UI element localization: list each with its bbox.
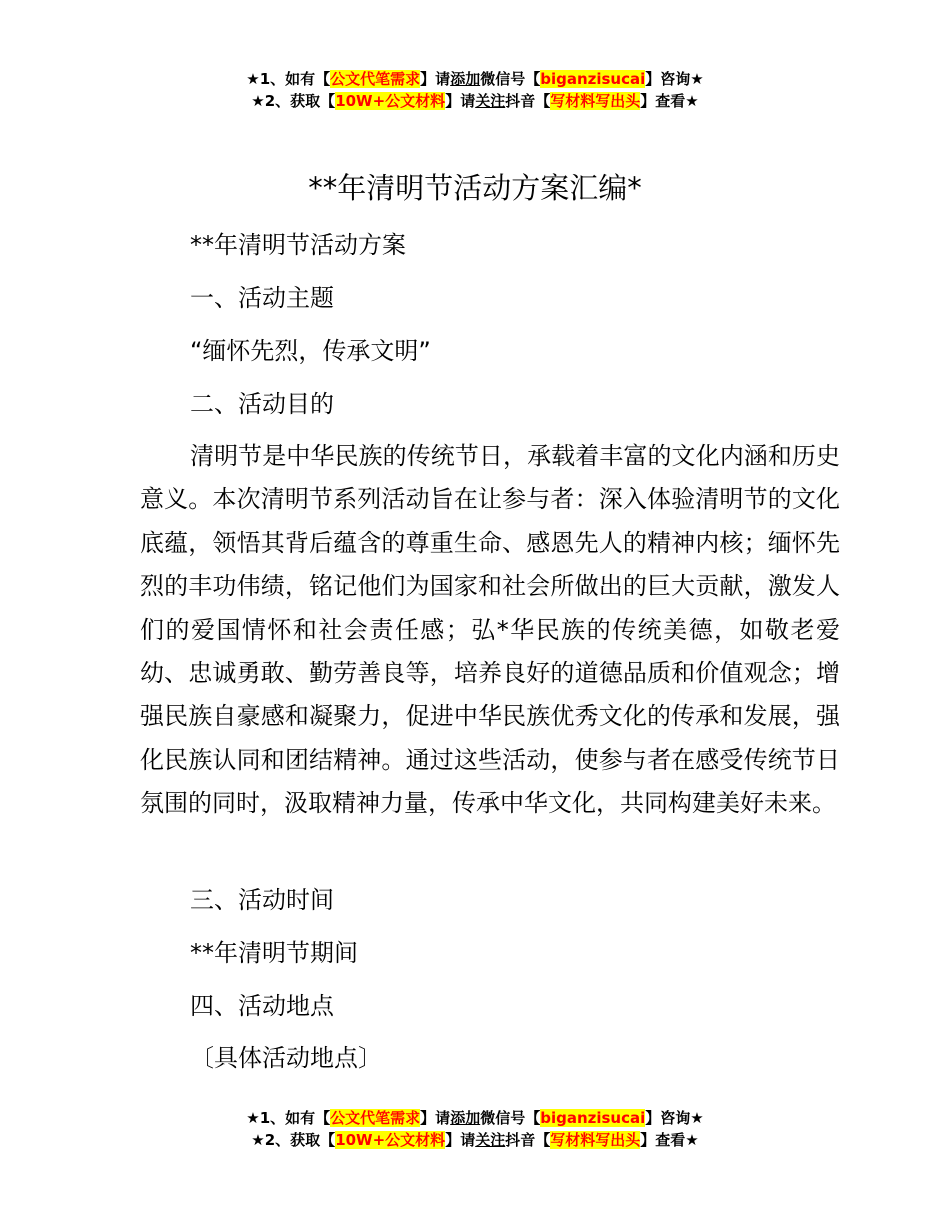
time-text: **年清明节期间 [190, 939, 358, 967]
banner-underline: 添加 [450, 70, 481, 88]
banner-highlight: 公文代笔需求 [330, 1109, 421, 1127]
document-body [140, 0, 840, 1100]
banner-text: 微信号【 [480, 70, 541, 88]
banner-text: 抖音【 [505, 1131, 551, 1149]
banner-line-2 [0, 1129, 950, 1151]
banner-text: 微信号【 [480, 1109, 541, 1127]
banner-text: 】请 [445, 92, 476, 110]
banner-highlight: biganzisucai [540, 1109, 646, 1127]
banner-text: ★1、如有【 [246, 1109, 331, 1127]
banner-highlight: 写材料写出头 [550, 92, 641, 110]
banner-text: ★1、如有【 [246, 70, 331, 88]
purpose-paragraph: 清明节是中华民族的传统节日，承载着丰富的文化内涵和历史意义。本次清明节系列活动旨在让参与者：深入体验清明节的文化底蕴，领悟其背后蕴含的尊重生命、感恩先人的精神内核；缅怀先烈的丰功伟绩，铭记他们为国家和社会所做出的巨大贡献，激发人们的爱国情怀和社会责任感；弘*华民族的传统美德，如敬老爱幼、忠诚勇敢、勤劳善良等，培养良好的道德品质和价值观念；增强民族自豪感和凝聚力，促进中华民族优秀文化的传承和发展，强化民族认同和团结精神。通过这些活动，使参与者在感受传统节日氛围的同时，汲取精神力量，传承中华文化，共同构建美好未来。 [140, 442, 840, 818]
banner-text: 】请 [420, 70, 451, 88]
section-heading-theme: 一、活动主题 [190, 284, 334, 312]
banner-text: 】请 [445, 1131, 476, 1149]
banner-text: 抖音【 [505, 92, 551, 110]
banner-highlight: 10W+公文材料 [335, 92, 446, 110]
banner-text: ★2、获取【 [251, 92, 336, 110]
banner-text: 】查看★ [640, 92, 699, 110]
banner-text: ★2、获取【 [251, 1131, 336, 1149]
section-heading-purpose: 二、活动目的 [190, 390, 334, 418]
document-title: **年清明节活动方案汇编* [308, 171, 642, 205]
footer-banner [0, 1107, 950, 1151]
banner-underline: 添加 [450, 1109, 481, 1127]
banner-text: 】咨询★ [645, 70, 704, 88]
banner-text: 】请 [420, 1109, 451, 1127]
banner-underline: 关注 [475, 92, 506, 110]
section-heading-time: 三、活动时间 [190, 886, 334, 914]
section-heading-location: 四、活动地点 [190, 992, 334, 1020]
banner-text: 】咨询★ [645, 1109, 704, 1127]
banner-highlight: 10W+公文材料 [335, 1131, 446, 1149]
document-subtitle: **年清明节活动方案 [190, 231, 406, 259]
banner-underline: 关注 [475, 1131, 506, 1149]
banner-highlight: 公文代笔需求 [330, 70, 421, 88]
banner-text: 】查看★ [640, 1131, 699, 1149]
banner-highlight: biganzisucai [540, 70, 646, 88]
location-text: 〔具体活动地点〕 [190, 1044, 382, 1072]
banner-highlight: 写材料写出头 [550, 1131, 641, 1149]
banner-line-1 [0, 1107, 950, 1129]
theme-text: “缅怀先烈，传承文明” [190, 337, 431, 365]
